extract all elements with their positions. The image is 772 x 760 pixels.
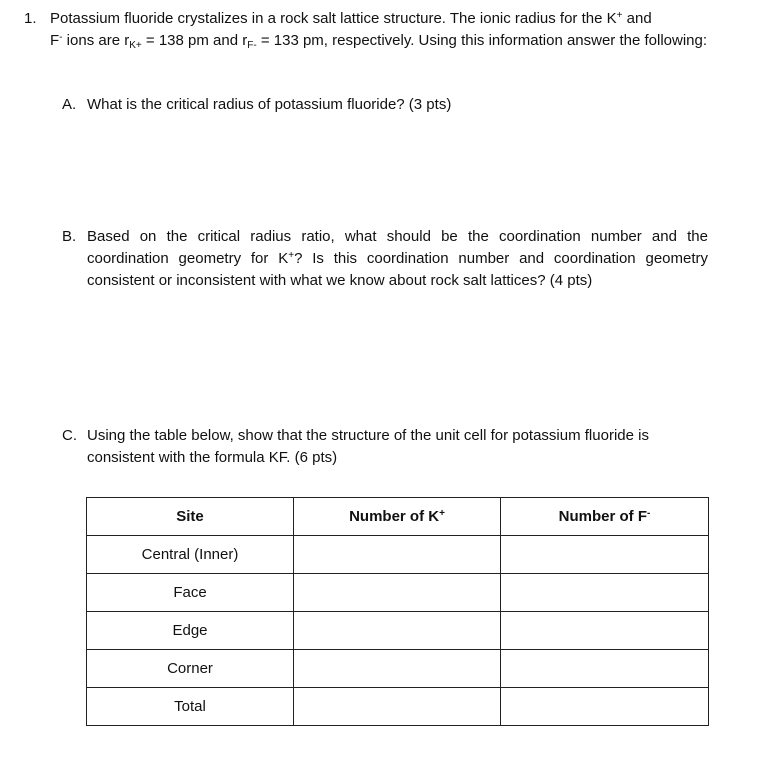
site-cell: Central (Inner) <box>87 536 294 574</box>
f-count-cell[interactable] <box>501 650 709 688</box>
part-c-text: Using the table below, show that the structure of the unit cell for potassium fluoride is consistent with the formula KF. (6 pts) <box>87 427 649 466</box>
site-cell: Face <box>87 574 294 612</box>
site-cell: Total <box>87 688 294 726</box>
table-row <box>87 574 709 612</box>
question-number: 1. <box>24 10 37 27</box>
header-number-f <box>501 498 709 536</box>
intro-text-3: ions are r <box>62 32 130 49</box>
f-count-cell[interactable] <box>501 612 709 650</box>
header-number-k <box>294 498 501 536</box>
k-count-cell[interactable] <box>294 536 501 574</box>
k-count-cell[interactable] <box>294 574 501 612</box>
k-count-cell[interactable] <box>294 612 501 650</box>
table-row <box>87 650 709 688</box>
intro-text-5: = 133 pm, respectively. Using this information answer the following: <box>256 32 708 49</box>
intro-text-4: = 138 pm and r <box>141 32 248 49</box>
k-charge-superscript: + <box>616 10 623 21</box>
header-site: Site <box>87 498 294 536</box>
rk-subscript: K+ <box>129 40 142 51</box>
table-row <box>87 688 709 726</box>
part-b-letter: B. <box>62 228 77 245</box>
part-b-text-2: ? Is this coordination number and coordination geometry consistent or inconsistent with what we know about rock salt lattices? (4 pts) <box>87 250 708 289</box>
f-count-cell[interactable] <box>501 536 709 574</box>
header-k-label: Number of K <box>349 508 440 525</box>
header-k-charge: + <box>439 508 445 519</box>
intro-text-1: Potassium fluoride crystalizes in a rock salt lattice structure. The ionic radius for the K <box>50 10 617 27</box>
k-count-cell[interactable] <box>294 650 501 688</box>
part-b-text-1: Based on the critical radius ratio, what should be the coordination number and the coordination geometry for K <box>87 228 708 267</box>
site-cell: Corner <box>87 650 294 688</box>
f-ion-symbol: F <box>50 32 60 49</box>
intro-text-2: and <box>622 10 652 27</box>
part-b-k-charge: + <box>288 250 295 261</box>
table-row <box>87 536 709 574</box>
k-count-cell[interactable] <box>294 688 501 726</box>
site-count-table <box>86 497 709 726</box>
header-f-label: Number of F <box>558 508 647 525</box>
table-row <box>87 612 709 650</box>
part-a-text: What is the critical radius of potassium fluoride? (3 pts) <box>87 96 452 113</box>
part-b-text <box>87 226 708 292</box>
site-cell: Edge <box>87 612 294 650</box>
part-a-letter: A. <box>62 96 77 113</box>
part-c-letter: C. <box>62 427 77 444</box>
f-charge-superscript: - <box>59 32 63 43</box>
question-intro <box>50 8 710 52</box>
table-header-row <box>87 498 709 536</box>
header-f-charge: - <box>647 508 651 519</box>
rf-subscript: F- <box>247 40 257 51</box>
f-count-cell[interactable] <box>501 574 709 612</box>
f-count-cell[interactable] <box>501 688 709 726</box>
